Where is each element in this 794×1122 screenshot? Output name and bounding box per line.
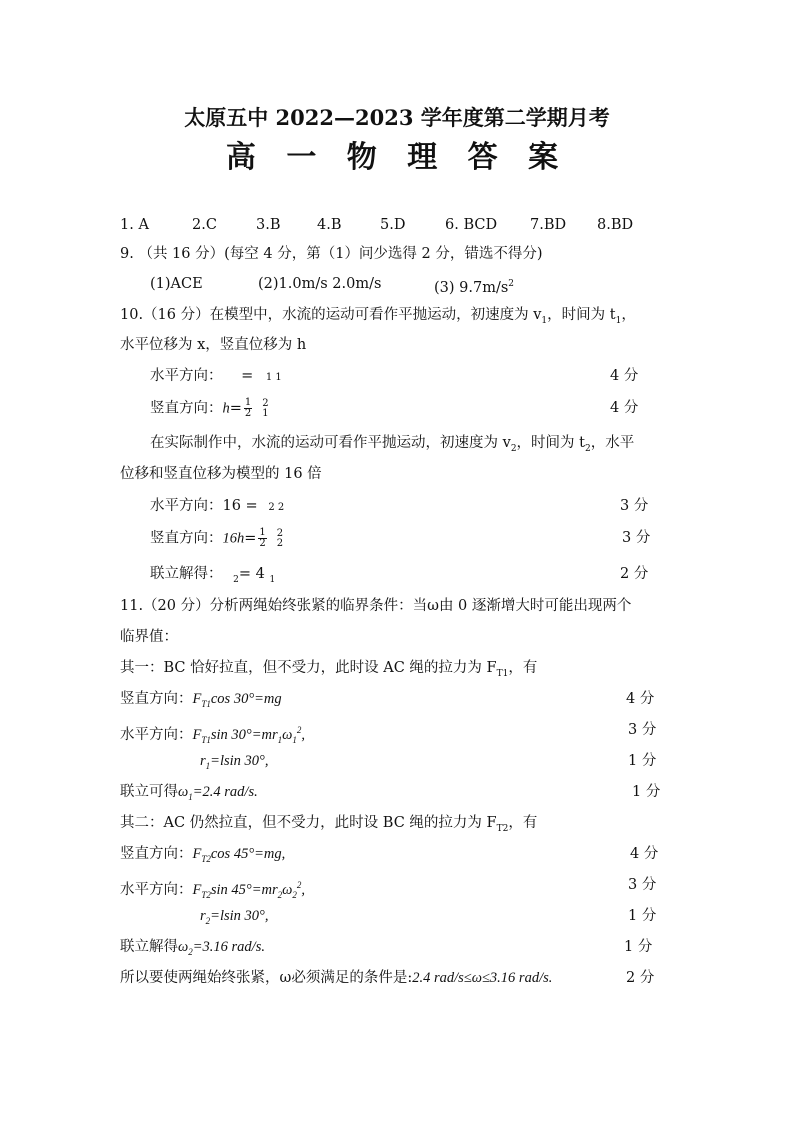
mc-answer-8: 8.BD xyxy=(597,217,634,233)
q9-header: 9. （共 16 分）(每空 4 分，第（1）问少选得 2 分，错选不得分) xyxy=(120,246,543,262)
q11-case2-score-1: 4 分 xyxy=(630,846,659,862)
q11-intro-line1: 11.（20 分）分析两绳始终张紧的临界条件：当ω由 0 逐渐增大时可能出现两个 xyxy=(120,598,632,614)
q10-eq-vertical-actual: 竖直方向：16h= $\frac{1}{2}$ 2 2 xyxy=(150,527,284,549)
q11-case2-horizontal: 水平方向：$F_{T2}\sin$ $45^\circ=mr_2\omega_2^2$, xyxy=(120,880,305,900)
q11-case1-vertical: 竖直方向：$F_{T1}\cos$ 30°=mg xyxy=(120,691,282,709)
q11-case1-radius: $r_1=lsin$ 30°, xyxy=(200,753,269,771)
q11-intro-line2: 临界值： xyxy=(120,629,178,645)
q11-case2-score-4: 1 分 xyxy=(624,939,653,955)
q10-intro-line2: 水平位移为 x，竖直位移为 h xyxy=(120,337,307,353)
mc-answer-5: 5.D xyxy=(380,217,406,233)
q9-answer-1: (1)ACE xyxy=(150,276,203,292)
mc-answer-2: 2.C xyxy=(192,217,217,233)
q10-eq-vertical-model: 竖直方向：h= $\frac{1}{2}$ 2 1 xyxy=(150,397,269,419)
mc-answer-4: 4.B xyxy=(317,217,342,233)
mc-answer-3: 3.B xyxy=(256,217,281,233)
q11-case2-radius: $r_2=lsin$ 30°, xyxy=(200,908,269,926)
q11-final-score: 2 分 xyxy=(626,970,655,986)
q11-final-condition: 所以要使两绳始终张紧，ω必须满足的条件是:2.4 rad/s≤ω≤3.16 rad/s. xyxy=(120,970,553,986)
q10-eq-combined: 联立解得： $_2$= 4 $_1$ xyxy=(150,566,276,585)
q11-case1-result: 联立可得$\omega_1=2.4$ rad/s. xyxy=(120,784,258,802)
q11-case2-score-3: 1 分 xyxy=(628,908,657,924)
mc-answer-1: 1. A xyxy=(120,217,149,233)
q10-intro-line1: 10.（16 分）在模型中，水流的运动可看作平抛运动，初速度为 $v_1$，时间为 $t_1$， xyxy=(120,307,636,326)
document-title: 太原五中 2022—2023 学年度第二学期月考 xyxy=(184,105,610,130)
q10-score-5: 2 分 xyxy=(620,566,649,582)
q11-case1-horizontal: 水平方向：$F_{T1}\sin$ $30^\circ=mr_1\omega_1^2$, xyxy=(120,725,305,745)
q11-case1-score-2: 3 分 xyxy=(628,722,657,738)
q11-case2-header: 其二：AC 仍然拉直，但不受力，此时设 BC 绳的拉力为 $F_{T2}$，有 xyxy=(120,815,538,834)
q9-answer-3: (3) $9.7m/s^2$ xyxy=(434,279,515,296)
q10-eq-horizontal-model: 水平方向： = 1 1 xyxy=(150,368,282,384)
q11-case1-score-4: 1 分 xyxy=(632,784,661,800)
mc-answer-6: 6. BCD xyxy=(445,217,498,233)
q11-case1-score-3: 1 分 xyxy=(628,753,657,769)
mc-answer-7: 7.BD xyxy=(530,217,567,233)
q9-answer-2: (2)1.0m/s 2.0m/s xyxy=(258,276,382,292)
q11-case2-result: 联立解得$\omega_2=3.16$ rad/s. xyxy=(120,939,265,957)
q10-score-3: 3 分 xyxy=(620,498,649,514)
q11-case1-score-1: 4 分 xyxy=(626,691,655,707)
q10-score-2: 4 分 xyxy=(610,400,639,416)
q10-actual-line1: 在实际制作中，水流的运动可看作平抛运动，初速度为 $v_2$，时间为 $t_2$，水平 xyxy=(150,435,635,454)
q11-case2-vertical: 竖直方向：$F_{T2}\cos$ 45°=mg, xyxy=(120,846,286,864)
q10-score-1: 4 分 xyxy=(610,368,639,384)
q10-score-4: 3 分 xyxy=(622,530,651,546)
q10-eq-horizontal-actual: 水平方向：16 = 2 2 xyxy=(150,498,285,514)
q11-case2-score-2: 3 分 xyxy=(628,877,657,893)
q10-actual-line2: 位移和竖直位移为模型的 16 倍 xyxy=(120,466,322,482)
q11-case1-header: 其一：BC 恰好拉直，但不受力，此时设 AC 绳的拉力为 $F_{T1}$，有 xyxy=(120,660,538,679)
document-subtitle: 高 一 物 理 答 案 xyxy=(225,140,569,175)
